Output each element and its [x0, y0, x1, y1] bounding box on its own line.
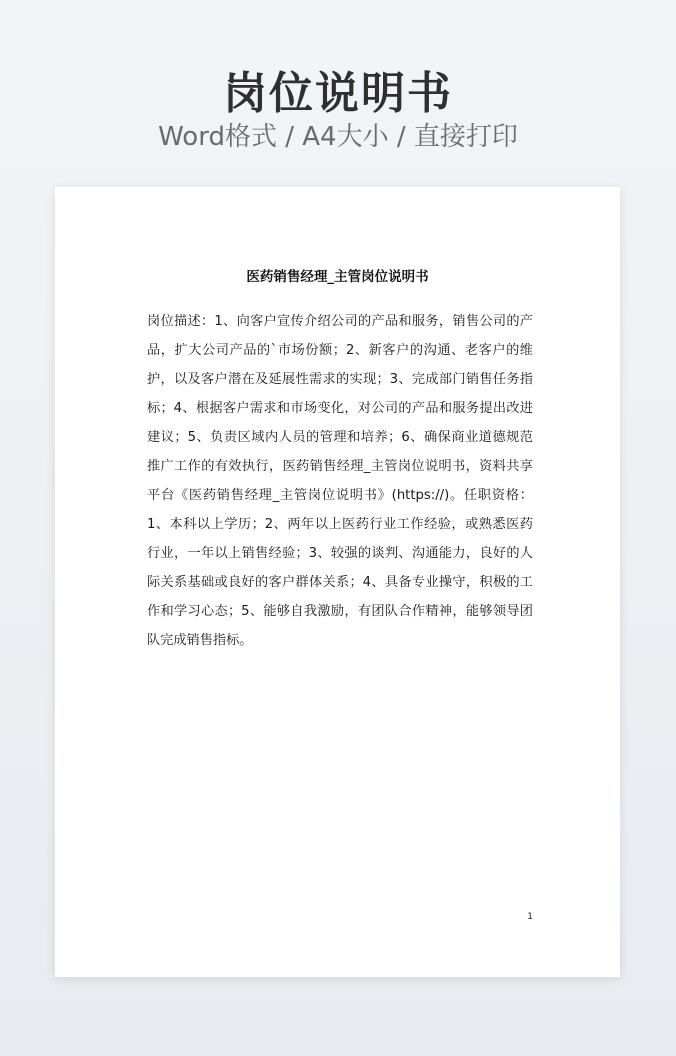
page-number: 1	[527, 912, 533, 922]
document-title: 医药销售经理_主管岗位说明书	[246, 269, 429, 285]
banner-subtitle: Word格式 / A4大小 / 直接打印	[158, 122, 518, 152]
document-body: 岗位描述：1、向客户宣传介绍公司的产品和服务，销售公司的产品，扩大公司产品的`市场份额；2、新客户的沟通、老客户的维护，以及客户潜在及延展性需求的实现；3、完成部门销售任务指标；4、根据客户需求和市场变化，对公司的产品和服务提出改进建议；5、负责区域内人员的管理和培养；6、确保商业道德规范推广工作的有效执行，医药销售经理_主管岗位说明书，资料共享平台《医药销售经理_主管岗位说明书》(https://)。任职资格：1、本科以上学历；2、两年以上医药行业工作经验，或熟悉医药行业，一年以上销售经验；3、较强的谈判、沟通能力，良好的人际关系基础或良好的客户群体关系；4、具备专业操守，积极的工作和学习心态；5、能够自我激励，有团队合作精神，能够领导团队完成销售指标。	[147, 314, 533, 648]
banner-title: 岗位说明书	[223, 68, 453, 119]
document-page	[55, 187, 620, 977]
